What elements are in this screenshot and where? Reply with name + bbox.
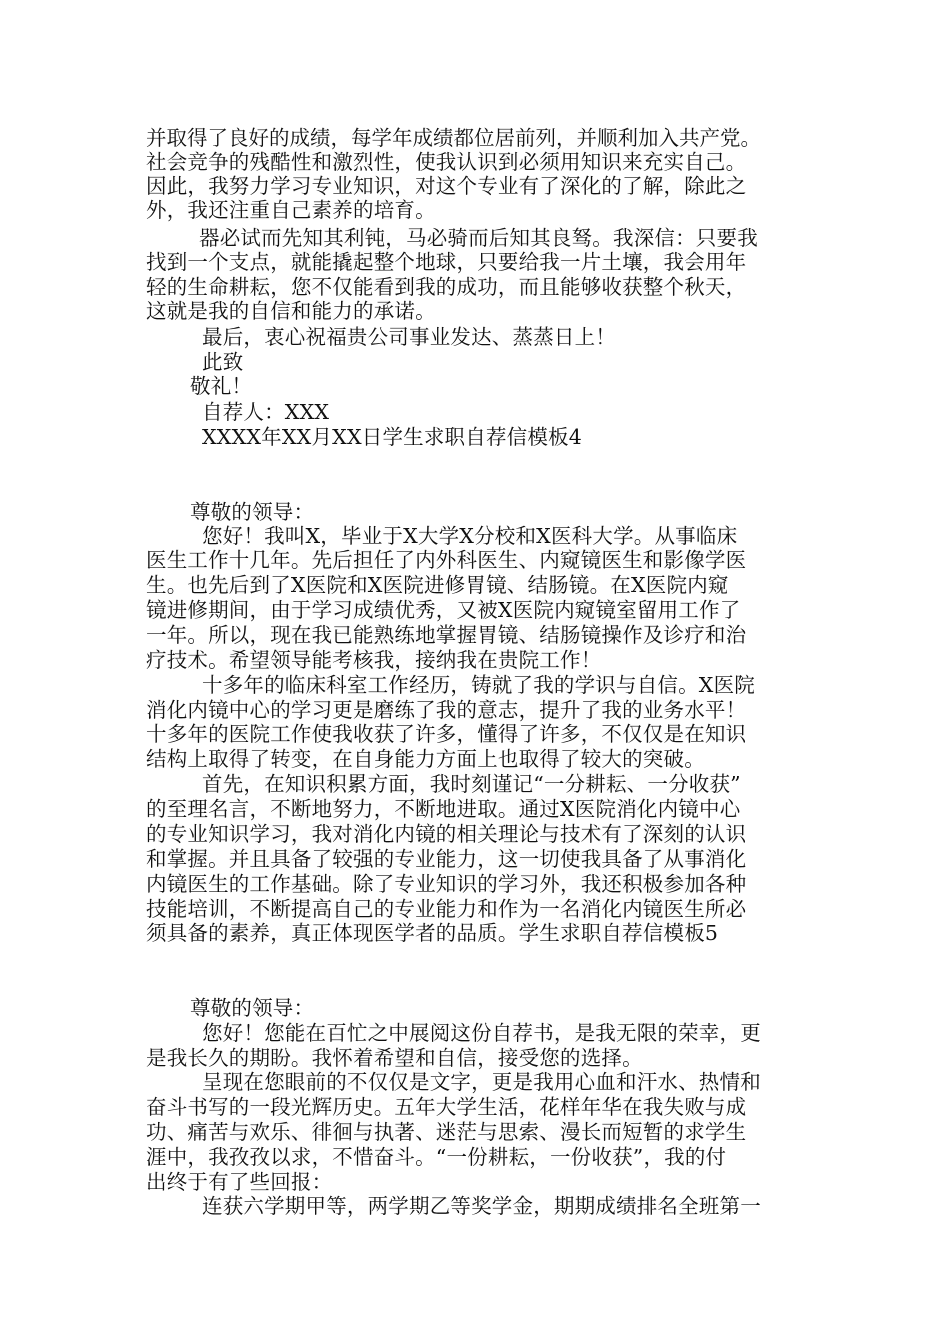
text-line: 涯中，我孜孜以求，不惜奋斗。“一份耕耘，一份收获”，我的付 <box>146 1145 727 1169</box>
text-line: 须具备的素养，真正体现医学者的品质。学生求职自荐信模板5 <box>146 921 719 945</box>
text-line: 外，我还注重自己素养的培育。 <box>146 198 436 222</box>
text-line: 这就是我的自信和能力的承诺。 <box>146 299 436 323</box>
text-line: 因此，我努力学习专业知识，对这个专业有了深化的了解，除此之 <box>146 174 747 198</box>
text-line: 十多年的医院工作使我收获了许多，懂得了许多，不仅仅是在知识 <box>146 722 747 746</box>
salutation-cizhi: 此致 <box>202 350 244 374</box>
text-line: 消化内镜中心的学习更是磨练了我的意志，提升了我的业务水平！ <box>146 698 747 722</box>
text-line: 轻的生命耕耘，您不仅能看到我的成功，而且能够收获整个秋天， <box>146 275 747 299</box>
text-line: 呈现在您眼前的不仅仅是文字，更是我用心血和汗水、热情和 <box>202 1070 761 1094</box>
closing-wish: 最后，衷心祝福贵公司事业发达、蒸蒸日上！ <box>202 325 616 349</box>
text-line: 的专业知识学习，我对消化内镜的相关理论与技术有了深刻的认识 <box>146 822 747 846</box>
text-line: 找到一个支点，就能撬起整个地球，只要给我一片土壤，我会用年 <box>146 250 747 274</box>
text-line: 和掌握。并且具备了较强的专业能力，这一切使我具备了从事消化 <box>146 847 747 871</box>
text-line: 功、痛苦与欢乐、徘徊与执著、迷茫与思索、漫长而短暂的求学生 <box>146 1120 747 1144</box>
signature-line: 自荐人：XXX <box>202 400 330 424</box>
text-line: 首先，在知识积累方面，我时刻谨记“一分耕耘、一分收获” <box>202 772 741 796</box>
text-line: 连获六学期甲等，两学期乙等奖学金，期期成绩排名全班第一 <box>202 1194 761 1218</box>
text-line: 您好！您能在百忙之中展阅这份自荐书，是我无限的荣幸，更 <box>202 1021 761 1045</box>
text-line: 一年。所以，现在我已能熟练地掌握胃镜、结肠镜操作及诊疗和治 <box>146 623 747 647</box>
greeting: 尊敬的领导： <box>190 996 315 1020</box>
text-line: 结构上取得了转变，在自身能力方面上也取得了较大的突破。 <box>146 747 705 771</box>
text-line: 您好！我叫X，毕业于X大学X分校和X医科大学。从事临床 <box>202 524 738 548</box>
text-line: 的至理名言，不断地努力，不断地进取。通过X医院消化内镜中心 <box>146 797 741 821</box>
greeting: 尊敬的领导： <box>190 500 315 524</box>
text-line: 并取得了良好的成绩，每学年成绩都位居前列，并顺利加入共产党。 <box>146 126 761 150</box>
text-line: 十多年的临床科室工作经历，铸就了我的学识与自信。X医院 <box>202 673 755 697</box>
text-line: 内镜医生的工作基础。除了专业知识的学习外，我还积极参加各种 <box>146 872 747 896</box>
text-line: 医生工作十几年。先后担任了内外科医生、内窥镜医生和影像学医 <box>146 548 747 572</box>
text-line: 器必试而先知其利钝，马必骑而后知其良驽。我深信：只要我 <box>199 226 758 250</box>
text-line: 是我长久的期盼。我怀着希望和自信，接受您的选择。 <box>146 1046 643 1070</box>
salutation-jingli: 敬礼！ <box>190 374 253 398</box>
date-and-heading-line: XXXX年XX月XX日学生求职自荐信模板4 <box>202 425 582 449</box>
text-line: 疗技术。希望领导能考核我，接纳我在贵院工作！ <box>146 648 602 672</box>
text-line: 出终于有了些回报： <box>146 1170 333 1194</box>
text-line: 镜进修期间，由于学习成绩优秀，又被X医院内窥镜室留用工作了 <box>146 598 741 622</box>
text-line: 生。也先后到了X医院和X医院进修胃镜、结肠镜。在X医院内窥 <box>146 573 729 597</box>
text-line: 社会竞争的残酷性和激烈性，使我认识到必须用知识来充实自己。 <box>146 150 747 174</box>
text-line: 技能培训，不断提高自己的专业能力和作为一名消化内镜医生所必 <box>146 897 747 921</box>
text-line: 奋斗书写的一段光辉历史。五年大学生活，花样年华在我失败与成 <box>146 1095 747 1119</box>
